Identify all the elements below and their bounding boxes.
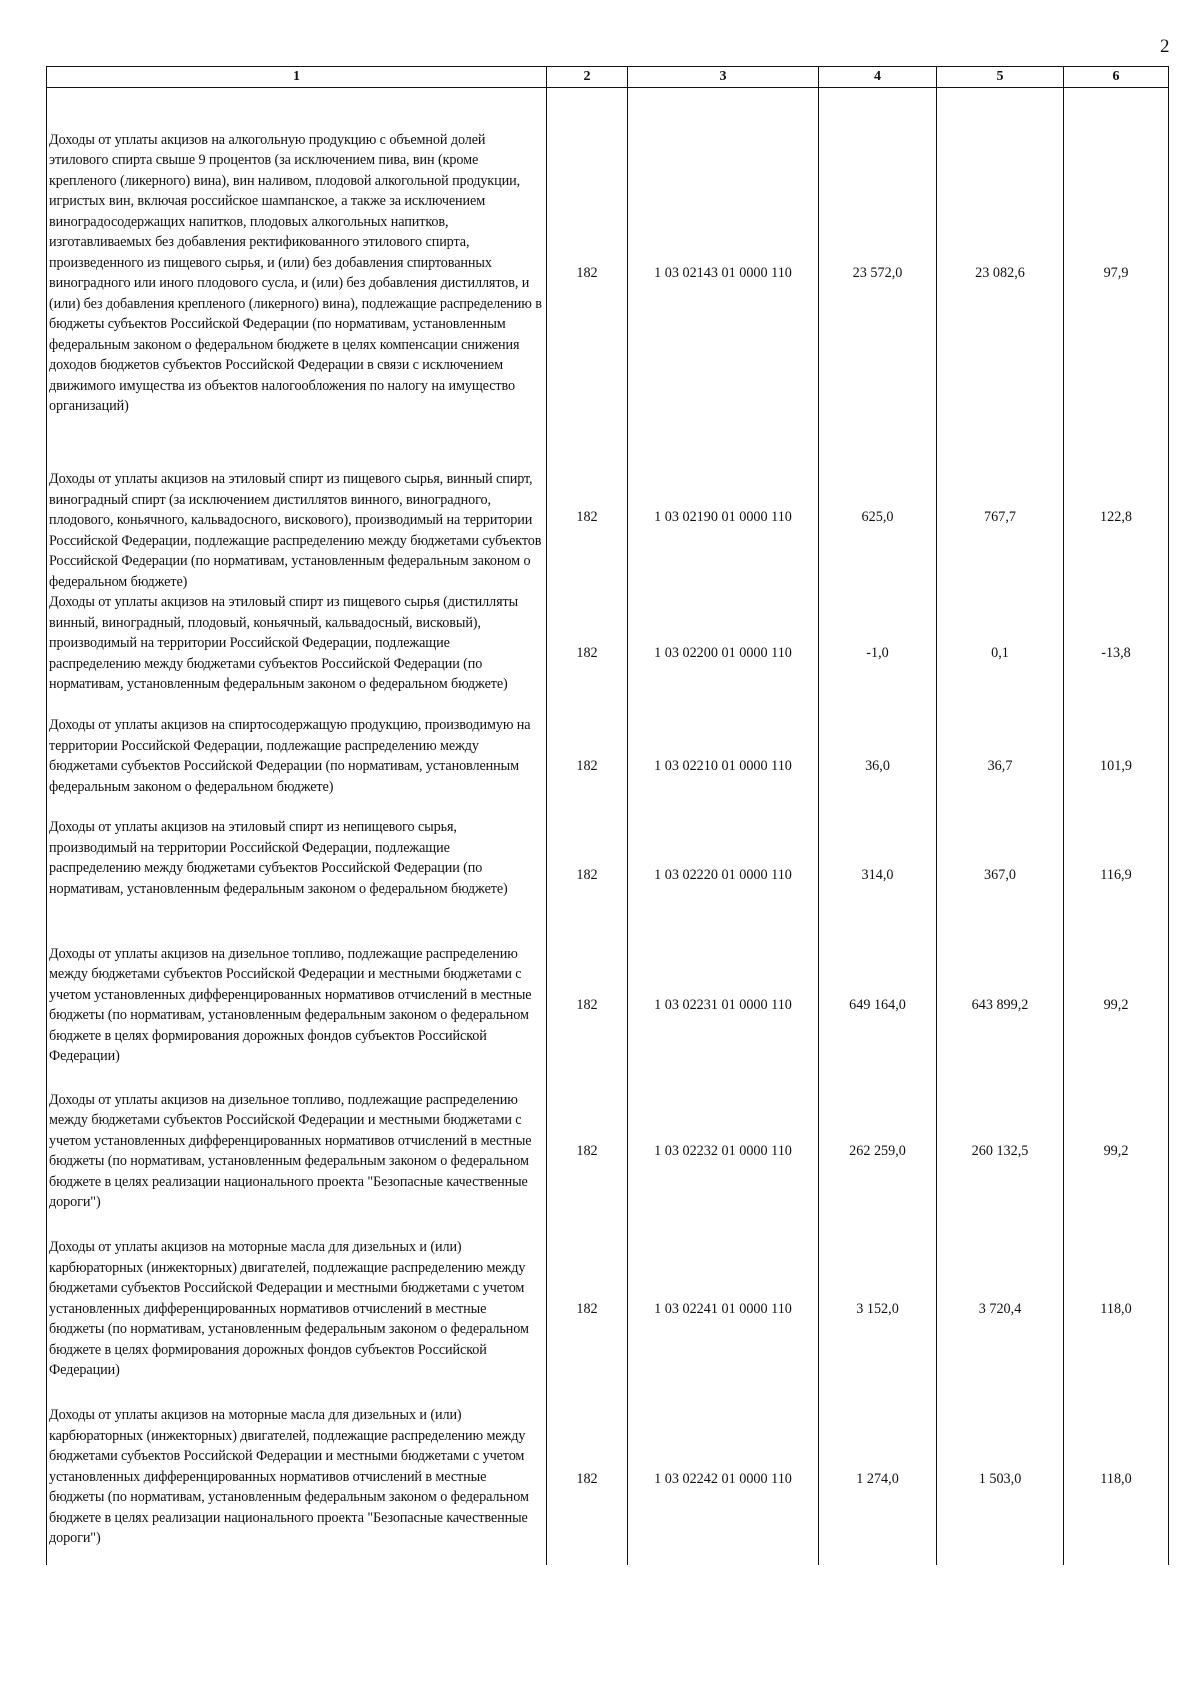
actual-amount: 260 132,5: [937, 1077, 1064, 1225]
table-row: [47, 1393, 1169, 1565]
execution-percent: 97,9: [1064, 88, 1169, 443]
plan-amount: 1 274,0: [819, 1393, 937, 1565]
actual-amount: 643 899,2: [937, 933, 1064, 1077]
actual-amount: 1 503,0: [937, 1393, 1064, 1565]
plan-amount: 262 259,0: [819, 1077, 937, 1225]
execution-percent: 116,9: [1064, 817, 1169, 933]
budget-classification-code: 1 03 02232 01 0000 110: [628, 1077, 819, 1225]
budget-classification-code: 1 03 02241 01 0000 110: [628, 1225, 819, 1393]
header-row: [47, 67, 1169, 88]
table-header: [47, 67, 1169, 88]
table-row: [47, 592, 1169, 715]
admin-code: 182: [547, 933, 628, 1077]
execution-percent: 101,9: [1064, 715, 1169, 817]
column-header-6: 6: [1064, 67, 1169, 88]
table-row: [47, 1077, 1169, 1225]
budget-table: [46, 66, 1169, 1565]
budget-classification-code: 1 03 02210 01 0000 110: [628, 715, 819, 817]
budget-classification-code: 1 03 02190 01 0000 110: [628, 442, 819, 592]
execution-percent: -13,8: [1064, 592, 1169, 715]
page-number: 2: [1160, 36, 1170, 57]
table-row: [47, 442, 1169, 592]
income-description: Доходы от уплаты акцизов на этиловый спирт из непищевого сырья, производимый на территории Российской Федерации, подлежащие распределению между бюджетами субъектов Российской Федерации (по нормативам, установленным федеральным законом о федеральном бюджете): [47, 817, 547, 933]
admin-code: 182: [547, 715, 628, 817]
income-description: Доходы от уплаты акцизов на спиртосодержащую продукцию, производимую на территории Российской Федерации, подлежащие распределению между бюджетами субъектов Российской Федерации (по нормативам, установленным федеральным законом о федеральном бюджете): [47, 715, 547, 817]
actual-amount: 36,7: [937, 715, 1064, 817]
budget-classification-code: 1 03 02200 01 0000 110: [628, 592, 819, 715]
actual-amount: 367,0: [937, 817, 1064, 933]
actual-amount: 3 720,4: [937, 1225, 1064, 1393]
execution-percent: 99,2: [1064, 1077, 1169, 1225]
income-description: Доходы от уплаты акцизов на алкогольную продукцию с объемной долей этилового спирта свыше 9 процентов (за исключением пива, вин (кроме крепленого (ликерного) вина), вин наливом, плодовой алкогольной продукции, игристых вин, включая российское шампанское, а также за исключением виноградосодержащих напитков, плодовых алкогольных напитков, изготавливаемых без добавления ректификованного этилового спирта, произведенного из пищевого сырья, и (или) без добавления спиртованных виноградного или иного плодового сусла, и (или) без добавления дистиллятов, и (или) без добавления крепленого (ликерного) вина), подлежащие распределению в бюджеты субъектов Российской Федерации (по нормативам, установленным федеральным законом о федеральном бюджете в целях компенсации снижения доходов бюджетов субъектов Российской Федерации в связи с исключением движимого имущества из объектов налогообложения по налогу на имущество организаций): [47, 88, 547, 443]
column-header-1: 1: [47, 67, 547, 88]
income-description: Доходы от уплаты акцизов на моторные масла для дизельных и (или) карбюраторных (инжекторных) двигателей, подлежащие распределению между бюджетами субъектов Российской Федерации и местными бюджетами с учетом установленных дифференцированных нормативов отчислений в местные бюджеты (по нормативам, установленным федеральным законом о федеральном бюджете в целях формирования дорожных фондов субъектов Российской Федерации): [47, 1225, 547, 1393]
table-row: [47, 88, 1169, 443]
column-header-3: 3: [628, 67, 819, 88]
table-body: [47, 88, 1169, 1566]
budget-classification-code: 1 03 02220 01 0000 110: [628, 817, 819, 933]
actual-amount: 767,7: [937, 442, 1064, 592]
plan-amount: 625,0: [819, 442, 937, 592]
plan-amount: 3 152,0: [819, 1225, 937, 1393]
actual-amount: 23 082,6: [937, 88, 1064, 443]
table-row: [47, 817, 1169, 933]
column-header-2: 2: [547, 67, 628, 88]
admin-code: 182: [547, 88, 628, 443]
table-row: [47, 715, 1169, 817]
admin-code: 182: [547, 1225, 628, 1393]
plan-amount: 36,0: [819, 715, 937, 817]
plan-amount: 649 164,0: [819, 933, 937, 1077]
table-row: [47, 1225, 1169, 1393]
plan-amount: 23 572,0: [819, 88, 937, 443]
execution-percent: 99,2: [1064, 933, 1169, 1077]
admin-code: 182: [547, 817, 628, 933]
admin-code: 182: [547, 1077, 628, 1225]
income-description: Доходы от уплаты акцизов на этиловый спирт из пищевого сырья (дистилляты винный, виноградный, плодовый, коньячный, кальвадосный, висковый), производимый на территории Российской Федерации, подлежащие распределению между бюджетами субъектов Российской Федерации (по нормативам, установленным федеральным законом о федеральном бюджете): [47, 592, 547, 715]
income-description: Доходы от уплаты акцизов на дизельное топливо, подлежащие распределению между бюджетами субъектов Российской Федерации и местными бюджетами с учетом установленных дифференцированных нормативов отчислений в местные бюджеты (по нормативам, установленным федеральным законом о федеральном бюджете в целях формирования дорожных фондов субъектов Российской Федерации): [47, 933, 547, 1077]
column-header-5: 5: [937, 67, 1064, 88]
income-description: Доходы от уплаты акцизов на этиловый спирт из пищевого сырья, винный спирт, виноградный спирт (за исключением дистиллятов винного, виноградного, плодового, коньячного, кальвадосного, вискового), производимый на территории Российской Федерации, подлежащие распределению между бюджетами субъектов Российской Федерации (по нормативам, установленным федеральным законом о федеральном бюджете): [47, 442, 547, 592]
admin-code: 182: [547, 442, 628, 592]
plan-amount: 314,0: [819, 817, 937, 933]
execution-percent: 122,8: [1064, 442, 1169, 592]
income-description: Доходы от уплаты акцизов на моторные масла для дизельных и (или) карбюраторных (инжекторных) двигателей, подлежащие распределению между бюджетами субъектов Российской Федерации и местными бюджетами с учетом установленных дифференцированных нормативов отчислений в местные бюджеты (по нормативам, установленным федеральным законом о федеральном бюджете в целях реализации национального проекта "Безопасные качественные дороги"): [47, 1393, 547, 1565]
actual-amount: 0,1: [937, 592, 1064, 715]
budget-classification-code: 1 03 02242 01 0000 110: [628, 1393, 819, 1565]
admin-code: 182: [547, 592, 628, 715]
plan-amount: -1,0: [819, 592, 937, 715]
budget-classification-code: 1 03 02143 01 0000 110: [628, 88, 819, 443]
execution-percent: 118,0: [1064, 1225, 1169, 1393]
budget-classification-code: 1 03 02231 01 0000 110: [628, 933, 819, 1077]
income-description: Доходы от уплаты акцизов на дизельное топливо, подлежащие распределению между бюджетами субъектов Российской Федерации и местными бюджетами с учетом установленных дифференцированных нормативов отчислений в местные бюджеты (по нормативам, установленным федеральным законом о федеральном бюджете в целях реализации национального проекта "Безопасные качественные дороги"): [47, 1077, 547, 1225]
admin-code: 182: [547, 1393, 628, 1565]
table-row: [47, 933, 1169, 1077]
column-header-4: 4: [819, 67, 937, 88]
execution-percent: 118,0: [1064, 1393, 1169, 1565]
